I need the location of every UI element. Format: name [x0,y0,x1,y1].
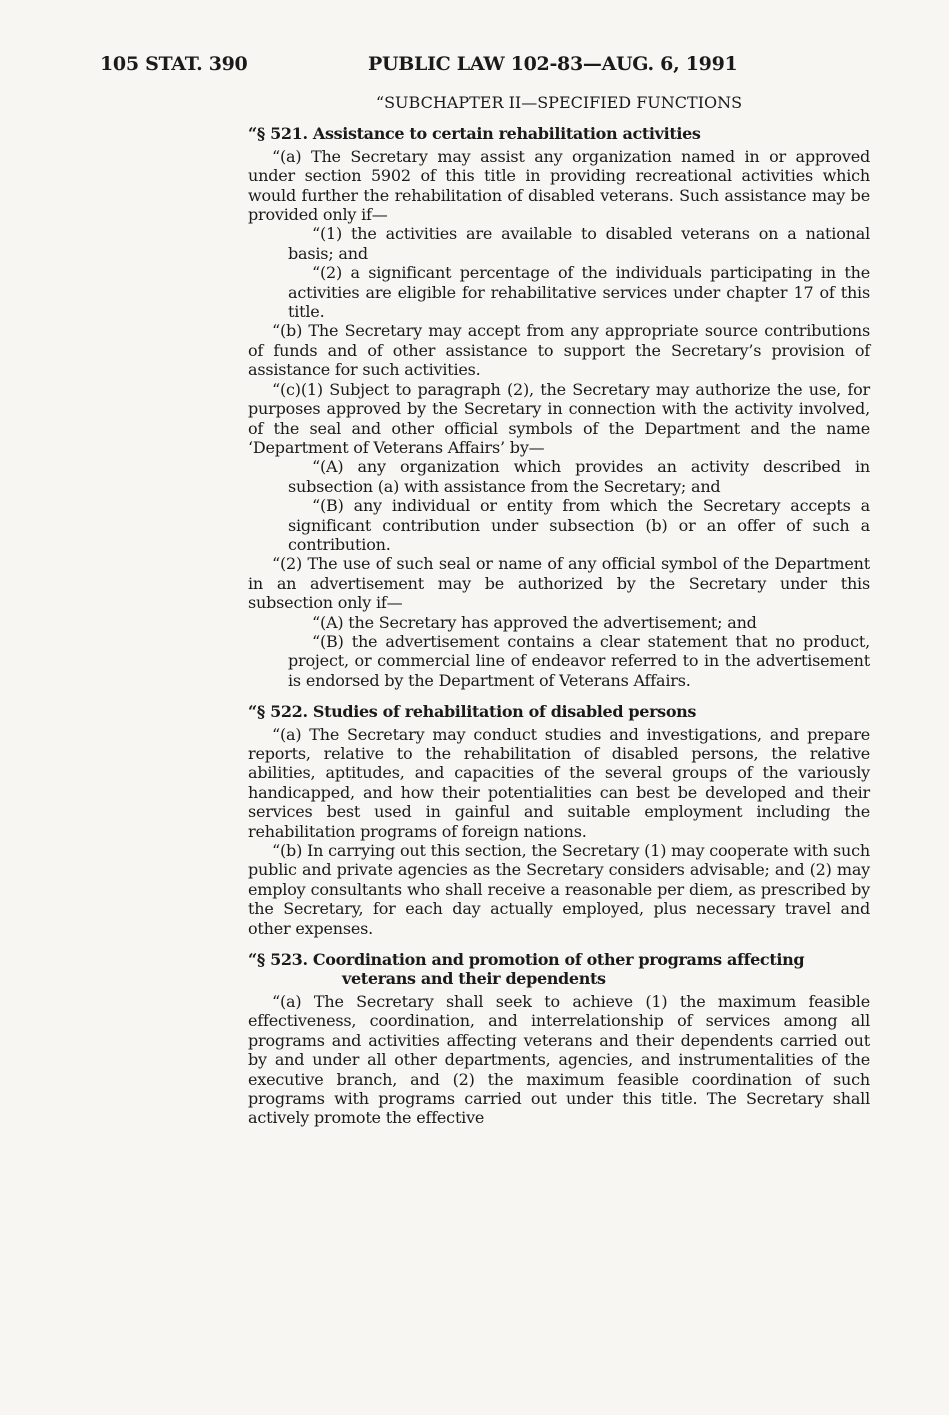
paragraph-521-a-1: “(1) the activities are available to disabled veterans on a national basis; and [288,224,870,263]
paragraph-521-c-2-b: “(B) the advertisement contains a clear statement that no product, project, or commercial line of endeavor referred to in the advertisement is endorsed by the Department of Veterans Affairs. [288,631,870,690]
section-523 [248,950,870,1128]
paragraph-521-c-2: “(2) The use of such seal or name of any official symbol of the Department in an advertisement may be authorized by the Secretary under this subsection only if— [248,554,870,613]
paragraph-521-c-1-b: “(B) any individual or entity from which the Secretary accepts a significant contribution under subsection (b) or an offer of such a contribution. [288,496,870,554]
paragraph-523-a: “(a) The Secretary shall seek to achieve (1) the maximum feasible effectiveness, coordination, and interrelationship of services among all programs and activities affecting veterans and their dependents carried out by and under all other departments, agencies, and instrumentalities of the executive branch, and (2) the maximum feasible coordination of such programs with programs carried out under this title. The Secretary shall actively promote the effective [248,991,870,1128]
section-522 [248,702,870,938]
public-law-title: PUBLIC LAW 102-83—AUG. 6, 1991 [368,53,738,75]
section-523-heading [248,950,870,989]
section-523-heading-line2: veterans and their dependents [342,969,606,989]
paragraph-522-b: “(b) In carrying out this section, the Secretary (1) may cooperate with such public and private agencies as the Secretary considers advisable; and (2) may employ consultants who shall receive a reasonable per diem, as prescribed by the Secretary, for each day actually employed, plus necessary travel and other expenses. [248,841,870,938]
paragraph-521-b: “(b) The Secretary may accept from any appropriate source contributions of funds and of other assistance to support the Secretary’s provision of assistance for such activities. [248,321,870,380]
paragraph-521-a-2: “(2) a significant percentage of the individuals participating in the activities are eligible for rehabilitative services under chapter 17 of this title. [288,263,870,322]
section-523-heading-line1: “§ 523. Coordination and promotion of other programs affecting [248,950,805,970]
paragraph-522-a: “(a) The Secretary may conduct studies and investigations, and prepare reports, relative to the rehabilitation of disabled persons, the relative abilities, aptitudes, and capacities of the several groups of the variously handicapped, and how their potentialities can best be developed and their services best used in gainful and suitable employment including the rehabilitation programs of foreign nations. [248,724,870,841]
section-522-heading: “§ 522. Studies of rehabilitation of disabled persons [248,702,697,722]
paragraph-521-a: “(a) The Secretary may assist any organization named in or approved under section 5902 of this title in providing recreational activities which would further the rehabilitation of disabled veterans. Such assistance may be provided only if— [248,146,870,225]
document-body [248,93,870,1128]
stat-citation: 105 STAT. 390 [100,53,248,75]
running-head [100,53,866,83]
paragraph-521-c-2-a: “(A) the Secretary has approved the advertisement; and [312,612,757,632]
section-521-heading: “§ 521. Assistance to certain rehabilitation activities [248,124,701,144]
paragraph-521-c-1: “(c)(1) Subject to paragraph (2), the Secretary may authorize the use, for purposes approved by the Secretary in connection with the activity involved, of the seal and other official symbols of the Department and the name ‘Department of Veterans Affairs’ by— [248,379,870,457]
paragraph-521-c-1-a: “(A) any organization which provides an activity described in subsection (a) with assistance from the Secretary; and [288,457,870,496]
subchapter-heading: “SUBCHAPTER II—SPECIFIED FUNCTIONS [375,93,743,112]
section-521 [248,124,870,690]
